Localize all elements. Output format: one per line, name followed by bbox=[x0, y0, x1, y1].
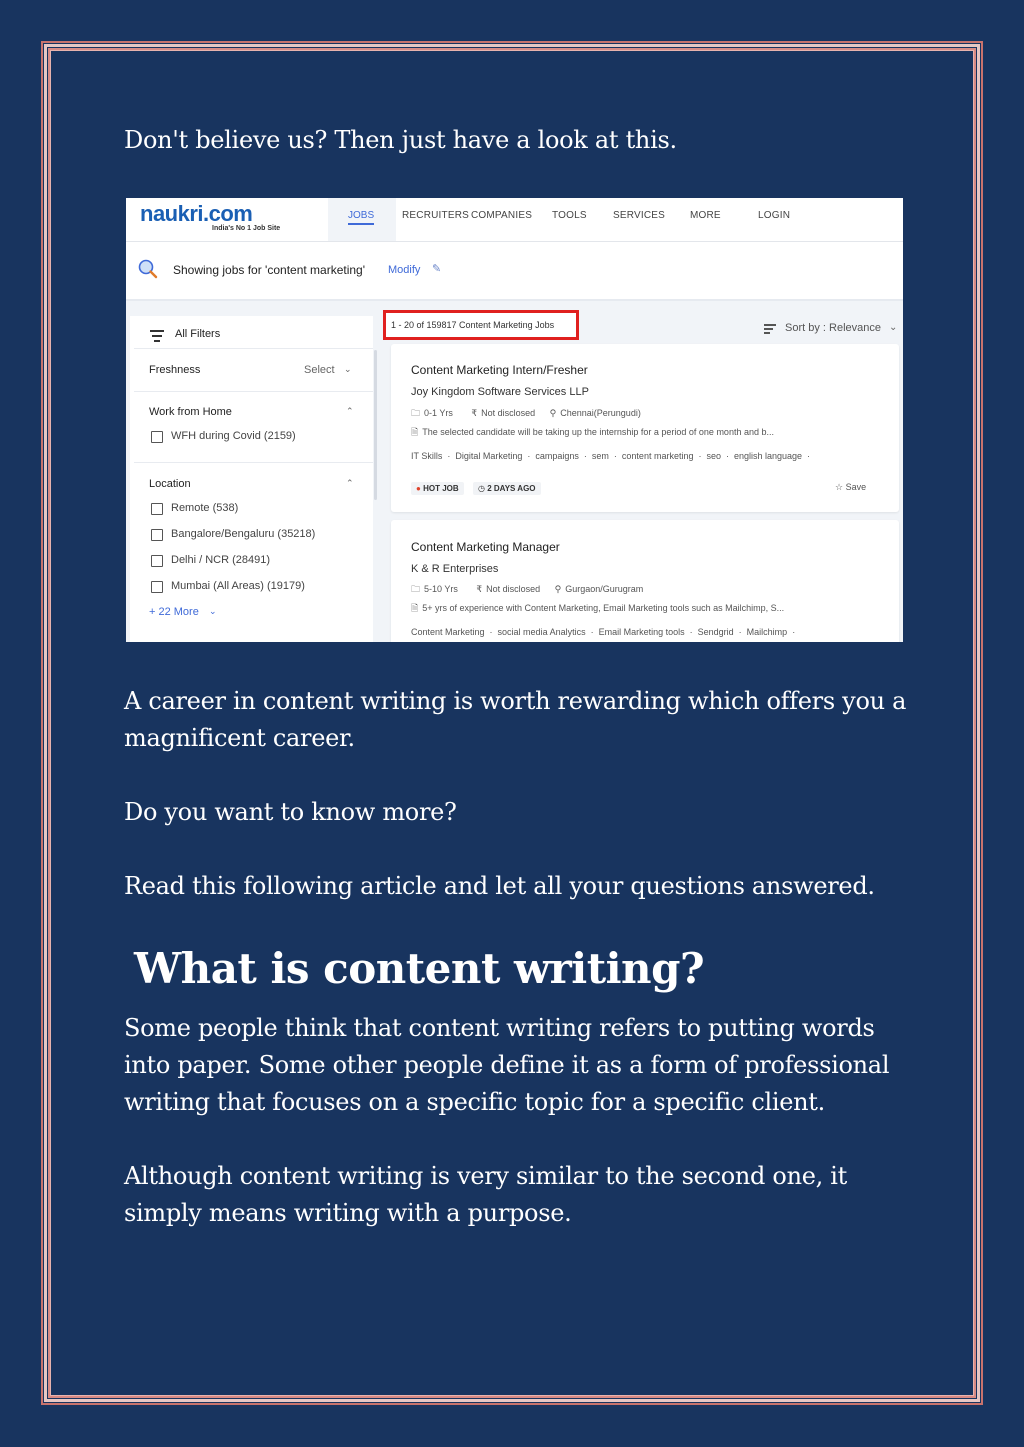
skill: english language bbox=[733, 451, 803, 461]
job-card[interactable] bbox=[391, 520, 899, 642]
skills-list: Content Marketing · social media Analytics · Email Marketing tools · Sendgrid · Mailchimp · bbox=[411, 627, 796, 637]
experience: 5-10 Yrs bbox=[424, 584, 458, 594]
skill: Digital Marketing bbox=[455, 451, 523, 461]
job-card[interactable] bbox=[391, 344, 899, 512]
job-location: Chennai(Perungudi) bbox=[560, 408, 641, 418]
chevron-down-icon[interactable]: ⌄ bbox=[889, 322, 898, 333]
sort-dropdown[interactable]: Sort by : Relevance bbox=[785, 322, 881, 334]
results-count-highlight bbox=[383, 310, 579, 340]
nav-tools[interactable]: TOOLS bbox=[552, 210, 587, 221]
section-heading: What is content writing? bbox=[134, 944, 705, 993]
filters-scrollbar[interactable] bbox=[374, 350, 377, 500]
company-name[interactable]: Joy Kingdom Software Services LLP bbox=[411, 386, 589, 398]
skill: content marketing bbox=[621, 451, 694, 461]
search-icon bbox=[138, 259, 158, 279]
chevron-down-icon[interactable]: ⌄ bbox=[209, 606, 217, 616]
chevron-up-icon[interactable]: ⌃ bbox=[346, 406, 354, 416]
document-icon: 🗎 bbox=[411, 427, 419, 437]
salary: Not disclosed bbox=[486, 584, 541, 594]
nav-services[interactable]: SERVICES bbox=[613, 210, 665, 221]
skill: sem bbox=[591, 451, 609, 461]
nav-companies[interactable]: COMPANIES bbox=[471, 210, 533, 221]
skill: Mailchimp bbox=[746, 627, 788, 637]
location-option: Delhi / NCR (28491) bbox=[171, 554, 271, 566]
rupee-icon: ₹ bbox=[471, 408, 478, 418]
freshness-select[interactable]: Select bbox=[304, 364, 335, 376]
salary: Not disclosed bbox=[481, 408, 536, 418]
sort-icon[interactable] bbox=[764, 324, 776, 336]
nav-jobs-tab[interactable]: JOBS bbox=[328, 198, 396, 241]
job-site-screenshot bbox=[126, 198, 903, 642]
job-title[interactable]: Content Marketing Manager bbox=[411, 540, 560, 554]
skill: Content Marketing bbox=[411, 627, 485, 637]
paragraph-read-article: Read this following article and let all your questions answered. bbox=[124, 872, 875, 900]
location-option: Mumbai (All Areas) (19179) bbox=[171, 580, 305, 592]
paragraph-purpose: Although content writing is very similar to the second one, it simply means writing with a purpose. bbox=[124, 1162, 848, 1227]
skill: social media Analytics bbox=[497, 627, 586, 637]
job-meta bbox=[411, 406, 641, 422]
paragraph-know-more: Do you want to know more? bbox=[124, 798, 457, 826]
job-meta bbox=[411, 582, 643, 598]
location-pin-icon: ⚲ bbox=[549, 408, 557, 418]
filter-icon bbox=[150, 330, 164, 345]
wfh-option-label: WFH during Covid (2159) bbox=[171, 430, 296, 442]
skill: Email Marketing tools bbox=[598, 627, 685, 637]
nav-login[interactable]: LOGIN bbox=[758, 210, 791, 221]
star-icon: ☆ bbox=[835, 482, 844, 492]
flame-icon: ● bbox=[416, 484, 421, 493]
divider bbox=[134, 462, 373, 463]
intro-text: Don't believe us? Then just have a look at this. bbox=[124, 126, 677, 154]
logo-tagline: India's No 1 Job Site bbox=[212, 225, 281, 232]
location-option: Remote (538) bbox=[171, 502, 239, 514]
paragraph-definition: Some people think that content writing refers to putting words into paper. Some other people define it as a form of professional writing that focuses on a specific topic for a specific client. bbox=[124, 1014, 890, 1116]
skill: seo bbox=[706, 451, 721, 461]
paragraph-career: A career in content writing is worth rewarding which offers you a magnificent career. bbox=[124, 687, 907, 752]
job-title[interactable]: Content Marketing Intern/Fresher bbox=[411, 363, 588, 377]
location-option: Bangalore/Bengaluru (35218) bbox=[171, 528, 316, 540]
filters-panel bbox=[130, 316, 373, 642]
more-locations-link[interactable]: + 22 More bbox=[149, 606, 199, 618]
naukri-logo bbox=[140, 201, 281, 232]
location-checkbox[interactable] bbox=[151, 529, 163, 541]
results-count: 1 - 20 of 159817 Content Marketing Jobs bbox=[391, 320, 555, 330]
logo-name: naukri.com bbox=[140, 201, 253, 226]
location-label: Location bbox=[149, 478, 191, 490]
posted-date-badge: ◷ 2 DAYS AGO bbox=[473, 482, 541, 495]
skill: campaigns bbox=[535, 451, 579, 461]
all-filters-label[interactable]: All Filters bbox=[175, 328, 221, 340]
location-checkbox[interactable] bbox=[151, 581, 163, 593]
chevron-down-icon[interactable]: ⌄ bbox=[344, 364, 352, 374]
location-pin-icon: ⚲ bbox=[554, 584, 562, 594]
modify-link[interactable]: Modify bbox=[388, 264, 421, 276]
location-checkbox[interactable] bbox=[151, 555, 163, 567]
job-location: Gurgaon/Gurugram bbox=[565, 584, 644, 594]
company-name[interactable]: K & R Enterprises bbox=[411, 563, 499, 575]
skill: IT Skills bbox=[411, 451, 443, 461]
briefcase-icon: 🗀 bbox=[411, 408, 421, 418]
wfh-checkbox[interactable] bbox=[151, 431, 163, 443]
skills-list: IT Skills · Digital Marketing · campaigns · sem · content marketing · seo · english language · bbox=[411, 451, 811, 461]
divider bbox=[134, 391, 373, 392]
save-button[interactable]: ☆ Save bbox=[835, 482, 867, 492]
rupee-icon: ₹ bbox=[476, 584, 483, 594]
divider bbox=[134, 348, 373, 349]
nav-more[interactable]: MORE bbox=[690, 210, 721, 221]
chevron-up-icon[interactable]: ⌃ bbox=[346, 478, 354, 488]
freshness-label: Freshness bbox=[149, 364, 201, 376]
briefcase-icon: 🗀 bbox=[411, 584, 421, 594]
clock-icon: ◷ bbox=[478, 484, 485, 493]
skill: Sendgrid bbox=[697, 627, 734, 637]
showing-jobs-text: Showing jobs for 'content marketing' bbox=[173, 263, 366, 277]
work-from-home-label: Work from Home bbox=[149, 406, 232, 418]
hot-job-badge: ● HOT JOB bbox=[411, 482, 464, 495]
location-checkbox[interactable] bbox=[151, 503, 163, 515]
search-summary-bar bbox=[126, 242, 903, 301]
nav-recruiters[interactable]: RECRUITERS bbox=[402, 210, 470, 221]
top-nav bbox=[126, 198, 903, 242]
job-description: 🗎 The selected candidate will be taking up the internship for a period of one month and b... bbox=[411, 427, 774, 437]
document-icon: 🗎 bbox=[411, 603, 419, 613]
pencil-icon[interactable]: ✎ bbox=[432, 263, 442, 275]
job-description: 🗎 5+ yrs of experience with Content Marketing, Email Marketing tools such as Mailchimp, S... bbox=[411, 603, 785, 613]
experience: 0-1 Yrs bbox=[424, 408, 453, 418]
